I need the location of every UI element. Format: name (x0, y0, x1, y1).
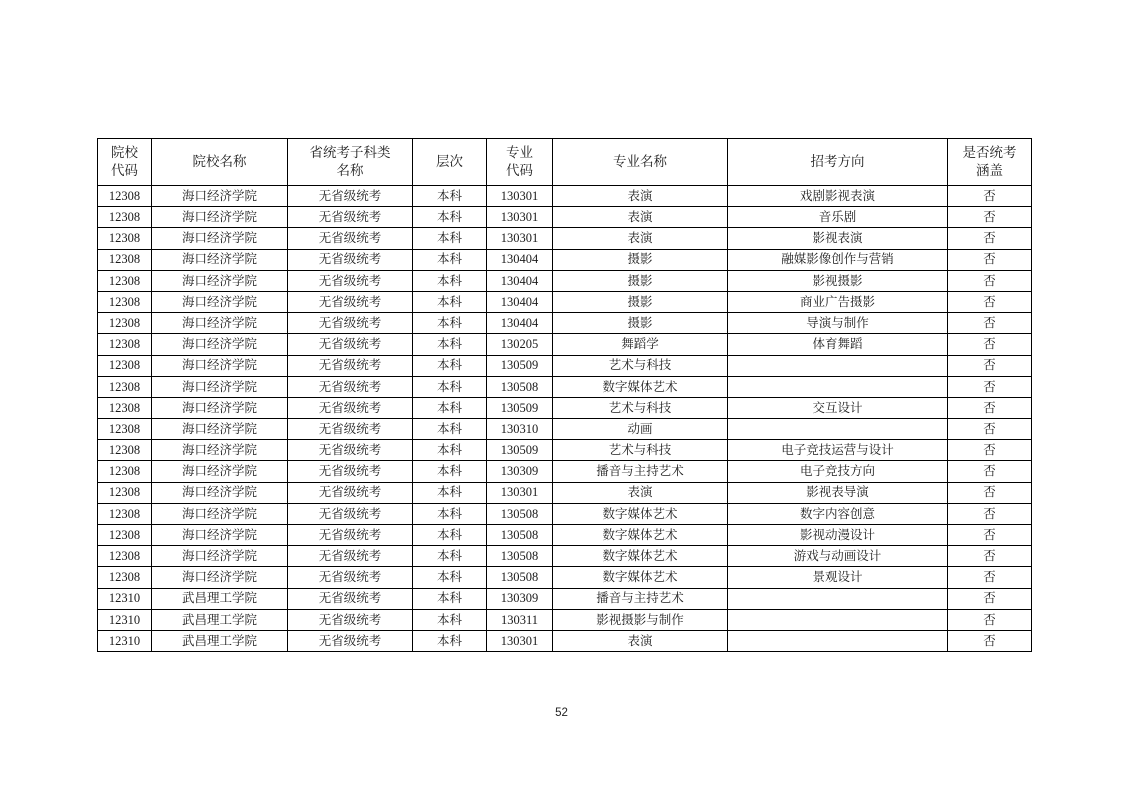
table-cell: 130310 (487, 419, 553, 440)
column-header-major-code: 专业 代码 (487, 139, 553, 186)
table-cell: 130508 (487, 567, 553, 588)
table-cell: 电子竞技方向 (728, 461, 948, 482)
table-cell: 音乐剧 (728, 207, 948, 228)
table-cell: 武昌理工学院 (152, 630, 288, 651)
table-cell: 本科 (413, 482, 487, 503)
table-cell: 否 (948, 525, 1032, 546)
table-cell: 本科 (413, 609, 487, 630)
table-cell: 海口经济学院 (152, 186, 288, 207)
table-cell: 12308 (98, 482, 152, 503)
table-cell: 海口经济学院 (152, 228, 288, 249)
table-cell: 无省级统考 (288, 270, 413, 291)
table-cell: 130309 (487, 588, 553, 609)
table-cell: 表演 (553, 630, 728, 651)
table-cell: 12308 (98, 313, 152, 334)
table-cell: 艺术与科技 (553, 440, 728, 461)
table-cell: 12308 (98, 270, 152, 291)
table-cell: 130404 (487, 270, 553, 291)
table-cell: 12308 (98, 186, 152, 207)
table-cell: 无省级统考 (288, 546, 413, 567)
table-cell: 影视表演 (728, 228, 948, 249)
table-row (98, 440, 1032, 461)
table-cell: 本科 (413, 525, 487, 546)
table-cell: 海口经济学院 (152, 461, 288, 482)
table-cell: 海口经济学院 (152, 397, 288, 418)
table-cell: 本科 (413, 228, 487, 249)
table-row (98, 630, 1032, 651)
table-cell: 本科 (413, 397, 487, 418)
table-cell: 否 (948, 291, 1032, 312)
table-cell: 体育舞蹈 (728, 334, 948, 355)
table-cell: 无省级统考 (288, 567, 413, 588)
table-cell (728, 609, 948, 630)
column-header-college-name: 院校名称 (152, 139, 288, 186)
table-cell: 否 (948, 461, 1032, 482)
table-cell: 否 (948, 440, 1032, 461)
table-cell: 12310 (98, 588, 152, 609)
table-cell: 否 (948, 228, 1032, 249)
table-cell: 本科 (413, 503, 487, 524)
table-cell: 播音与主持艺术 (553, 461, 728, 482)
table-cell: 无省级统考 (288, 588, 413, 609)
table-row (98, 397, 1032, 418)
table-cell: 130508 (487, 546, 553, 567)
table-cell: 130404 (487, 249, 553, 270)
table-cell: 130508 (487, 525, 553, 546)
table-cell: 商业广告摄影 (728, 291, 948, 312)
table-cell: 海口经济学院 (152, 525, 288, 546)
table-cell: 播音与主持艺术 (553, 588, 728, 609)
table-cell (728, 419, 948, 440)
column-header-major-name: 专业名称 (553, 139, 728, 186)
table-cell: 本科 (413, 567, 487, 588)
table-cell: 数字媒体艺术 (553, 525, 728, 546)
table-cell: 海口经济学院 (152, 355, 288, 376)
table-cell: 影视表导演 (728, 482, 948, 503)
table-cell: 本科 (413, 440, 487, 461)
table-row (98, 270, 1032, 291)
table-row (98, 588, 1032, 609)
table-cell: 130301 (487, 228, 553, 249)
table-cell: 本科 (413, 334, 487, 355)
table-cell: 无省级统考 (288, 503, 413, 524)
table-cell: 武昌理工学院 (152, 588, 288, 609)
table-cell: 舞蹈学 (553, 334, 728, 355)
table-cell: 海口经济学院 (152, 440, 288, 461)
table-cell: 海口经济学院 (152, 567, 288, 588)
table-cell: 无省级统考 (288, 228, 413, 249)
table-cell: 否 (948, 567, 1032, 588)
table-cell: 12308 (98, 461, 152, 482)
table-cell: 景观设计 (728, 567, 948, 588)
table-cell (728, 630, 948, 651)
table-row (98, 313, 1032, 334)
table-cell: 否 (948, 546, 1032, 567)
table-cell: 无省级统考 (288, 419, 413, 440)
table-cell: 影视摄影与制作 (553, 609, 728, 630)
table-cell: 动画 (553, 419, 728, 440)
table-cell: 12308 (98, 207, 152, 228)
table-cell: 本科 (413, 270, 487, 291)
table-cell: 130205 (487, 334, 553, 355)
table-cell: 130301 (487, 630, 553, 651)
table-cell: 无省级统考 (288, 525, 413, 546)
table-cell: 海口经济学院 (152, 376, 288, 397)
table-cell: 否 (948, 609, 1032, 630)
table-cell: 数字内容创意 (728, 503, 948, 524)
table-cell: 本科 (413, 186, 487, 207)
table-cell: 艺术与科技 (553, 355, 728, 376)
page-number: 52 (555, 707, 568, 719)
table-cell: 否 (948, 588, 1032, 609)
table-cell: 海口经济学院 (152, 207, 288, 228)
table-cell: 无省级统考 (288, 207, 413, 228)
table-row (98, 609, 1032, 630)
table-cell: 海口经济学院 (152, 291, 288, 312)
table-row (98, 461, 1032, 482)
table-cell: 130509 (487, 355, 553, 376)
table-row (98, 503, 1032, 524)
table-cell: 12308 (98, 376, 152, 397)
table-cell: 无省级统考 (288, 630, 413, 651)
table-row (98, 355, 1032, 376)
table-cell: 本科 (413, 207, 487, 228)
table-cell: 数字媒体艺术 (553, 546, 728, 567)
table-cell: 无省级统考 (288, 186, 413, 207)
table-cell: 12308 (98, 440, 152, 461)
table-cell: 否 (948, 482, 1032, 503)
column-header-exam-subcategory: 省统考子科类 名称 (288, 139, 413, 186)
table-cell: 海口经济学院 (152, 482, 288, 503)
table-cell: 导演与制作 (728, 313, 948, 334)
table-cell: 130301 (487, 482, 553, 503)
table-row (98, 228, 1032, 249)
table-cell: 130508 (487, 503, 553, 524)
table-cell: 否 (948, 376, 1032, 397)
table-cell: 本科 (413, 376, 487, 397)
table-cell: 130509 (487, 397, 553, 418)
column-header-unified-covered: 是否统考 涵盖 (948, 139, 1032, 186)
table-cell: 否 (948, 207, 1032, 228)
table-cell: 摄影 (553, 313, 728, 334)
table-cell: 表演 (553, 228, 728, 249)
table-cell: 无省级统考 (288, 440, 413, 461)
table-cell: 本科 (413, 291, 487, 312)
table-cell: 海口经济学院 (152, 546, 288, 567)
header-row (98, 139, 1032, 186)
table-cell: 海口经济学院 (152, 249, 288, 270)
table-row (98, 567, 1032, 588)
table-cell: 12308 (98, 397, 152, 418)
table-cell (728, 355, 948, 376)
table-cell: 本科 (413, 546, 487, 567)
table-cell: 130509 (487, 440, 553, 461)
table-cell: 表演 (553, 207, 728, 228)
table-cell: 摄影 (553, 291, 728, 312)
table-cell: 本科 (413, 461, 487, 482)
table-cell (728, 376, 948, 397)
table-cell: 无省级统考 (288, 376, 413, 397)
table-row (98, 334, 1032, 355)
table-cell: 本科 (413, 249, 487, 270)
table-cell: 12308 (98, 291, 152, 312)
table-cell: 130301 (487, 207, 553, 228)
table-cell: 12308 (98, 503, 152, 524)
table-cell: 12310 (98, 609, 152, 630)
table-cell: 无省级统考 (288, 355, 413, 376)
table-cell: 数字媒体艺术 (553, 567, 728, 588)
table-cell: 12308 (98, 525, 152, 546)
table-cell: 否 (948, 630, 1032, 651)
table-cell: 12308 (98, 355, 152, 376)
table-cell: 130508 (487, 376, 553, 397)
table-cell: 表演 (553, 482, 728, 503)
table-cell: 否 (948, 249, 1032, 270)
table-cell: 本科 (413, 355, 487, 376)
table-cell: 无省级统考 (288, 609, 413, 630)
table-cell: 影视摄影 (728, 270, 948, 291)
table-cell: 12308 (98, 419, 152, 440)
enrollment-table (97, 138, 1032, 652)
table-cell: 海口经济学院 (152, 313, 288, 334)
table-cell: 本科 (413, 313, 487, 334)
table-cell: 否 (948, 355, 1032, 376)
table-cell: 本科 (413, 419, 487, 440)
table-cell: 否 (948, 334, 1032, 355)
table-cell: 否 (948, 419, 1032, 440)
table-cell: 130404 (487, 313, 553, 334)
table-cell: 12308 (98, 334, 152, 355)
table-cell: 无省级统考 (288, 334, 413, 355)
table-cell: 武昌理工学院 (152, 609, 288, 630)
table-cell: 摄影 (553, 249, 728, 270)
table-cell: 否 (948, 503, 1032, 524)
table-cell: 12308 (98, 249, 152, 270)
table-cell: 影视动漫设计 (728, 525, 948, 546)
table-cell: 融媒影像创作与营销 (728, 249, 948, 270)
table-cell: 12308 (98, 228, 152, 249)
table-cell (728, 588, 948, 609)
table-cell: 无省级统考 (288, 249, 413, 270)
table-cell: 本科 (413, 630, 487, 651)
table-cell: 否 (948, 186, 1032, 207)
table-row (98, 546, 1032, 567)
table-cell: 海口经济学院 (152, 503, 288, 524)
table-cell: 表演 (553, 186, 728, 207)
table-cell: 130311 (487, 609, 553, 630)
table-cell: 130309 (487, 461, 553, 482)
table-cell: 无省级统考 (288, 482, 413, 503)
table-cell: 游戏与动画设计 (728, 546, 948, 567)
table-body (98, 186, 1032, 652)
table-row (98, 482, 1032, 503)
column-header-level: 层次 (413, 139, 487, 186)
table-cell: 数字媒体艺术 (553, 503, 728, 524)
table-row (98, 291, 1032, 312)
table-cell: 数字媒体艺术 (553, 376, 728, 397)
table-row (98, 186, 1032, 207)
table-cell: 130404 (487, 291, 553, 312)
table-row (98, 249, 1032, 270)
table-cell: 电子竞技运营与设计 (728, 440, 948, 461)
table-cell: 否 (948, 270, 1032, 291)
table-cell: 12308 (98, 567, 152, 588)
table-cell: 12308 (98, 546, 152, 567)
table-cell: 戏剧影视表演 (728, 186, 948, 207)
table-cell: 130301 (487, 186, 553, 207)
table-cell: 交互设计 (728, 397, 948, 418)
table-cell: 本科 (413, 588, 487, 609)
table-cell: 无省级统考 (288, 291, 413, 312)
table-cell: 否 (948, 397, 1032, 418)
table-row (98, 207, 1032, 228)
table-cell: 无省级统考 (288, 313, 413, 334)
column-header-college-code: 院校 代码 (98, 139, 152, 186)
table-row (98, 419, 1032, 440)
table-row (98, 376, 1032, 397)
table-cell: 无省级统考 (288, 461, 413, 482)
table-cell: 艺术与科技 (553, 397, 728, 418)
column-header-direction: 招考方向 (728, 139, 948, 186)
table-cell: 海口经济学院 (152, 419, 288, 440)
table-header (98, 139, 1032, 186)
table-cell: 海口经济学院 (152, 334, 288, 355)
table-cell: 海口经济学院 (152, 270, 288, 291)
table-cell: 无省级统考 (288, 397, 413, 418)
table-cell: 12310 (98, 630, 152, 651)
table-cell: 否 (948, 313, 1032, 334)
table-cell: 摄影 (553, 270, 728, 291)
table-row (98, 525, 1032, 546)
